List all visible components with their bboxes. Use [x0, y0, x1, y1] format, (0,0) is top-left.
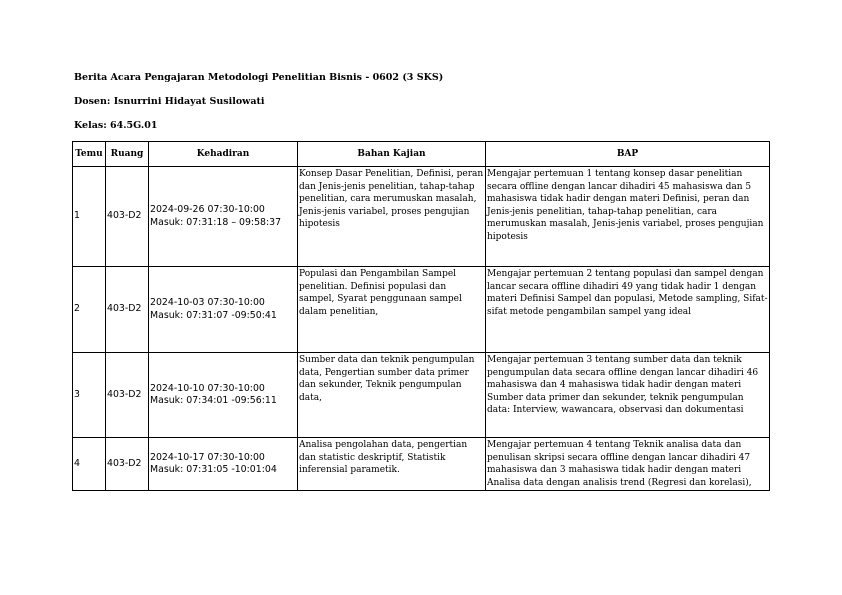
table-row: [73, 167, 770, 267]
cell-bahan-kajian: Analisa pengolahan data, pengertian dan statistic deskriptif, Statistik inferensial parametik.: [298, 438, 486, 491]
kehadiran-masuk: Masuk: 07:34:01 -09:56:11: [150, 395, 277, 406]
cell-kehadiran: [149, 438, 298, 491]
cell-temu: 4: [73, 438, 106, 491]
header-bahan-kajian: Bahan Kajian: [298, 142, 486, 167]
cell-temu: 1: [73, 167, 106, 267]
kehadiran-jadwal: 2024-10-03 07:30-10:00: [150, 297, 265, 308]
header-bap: BAP: [486, 142, 770, 167]
kehadiran-jadwal: 2024-10-10 07:30-10:00: [150, 382, 265, 394]
lecturer-name: Dosen: Isnurrini Hidayat Susilowati: [74, 96, 265, 107]
cell-bap: Mengajar pertemuan 4 tentang Teknik analisa data dan penulisan skripsi secara offline dengan lancar dihadiri 47 mahasiswa dan 3 mahasiswa tidak hadir dengan materi Analisa data dengan analisis trend (Regresi dan korelasi),: [486, 438, 770, 491]
table-row: [73, 353, 770, 438]
cell-kehadiran: [149, 353, 298, 438]
table-row: [73, 438, 770, 491]
cell-ruang: 403-D2: [106, 438, 149, 491]
document-title: Berita Acara Pengajaran Metodologi Penelitian Bisnis - 0602 (3 SKS): [74, 72, 444, 83]
kehadiran-masuk: Masuk: 07:31:07 -09:50:41: [150, 309, 277, 321]
cell-bahan-kajian: Konsep Dasar Penelitian, Definisi, peran dan Jenis-jenis penelitian, tahap-tahap penelitian, cara merumuskan masalah, Jenis-jenis variabel, proses pengujian hipotesis: [298, 167, 486, 267]
cell-ruang: 403-D2: [106, 267, 149, 353]
kehadiran-masuk: Masuk: 07:31:18 – 09:58:37: [150, 216, 282, 228]
class-code: Kelas: 64.5G.01: [74, 120, 158, 131]
table-row: [73, 267, 770, 353]
cell-bahan-kajian: Sumber data dan teknik pengumpulan data, Pengertian sumber data primer dan sekunder, Teknik pengumpulan data,: [298, 353, 486, 438]
attendance-table: [72, 141, 770, 491]
kehadiran-jadwal: 2024-10-17 07:30-10:00: [150, 451, 265, 463]
cell-temu: 2: [73, 267, 106, 353]
kehadiran-masuk: Masuk: 07:31:05 -10:01:04: [150, 464, 277, 475]
cell-kehadiran: [149, 167, 298, 267]
header-ruang: Ruang: [106, 142, 149, 167]
cell-temu: 3: [73, 353, 106, 438]
cell-bap: Mengajar pertemuan 2 tentang populasi dan sampel dengan lancar secara offline dihadiri 49 yang tidak hadir 1 dengan materi Definisi Sampel dan populasi, Metode sampling, Sifat-sifat metode pengambilan sampel yang ideal: [486, 267, 770, 353]
table-header-row: [73, 142, 770, 167]
cell-bap: Mengajar pertemuan 3 tentang sumber data dan teknik pengumpulan data secara offline dengan lancar dihadiri 46 mahasiswa dan 4 mahasiswa tidak hadir dengan materi Sumber data primer dan sekunder, teknik pengumpulan data: Interview, wawancara, observasi dan dokumentasi: [486, 353, 770, 438]
header-kehadiran: Kehadiran: [149, 142, 298, 167]
header-temu: Temu: [73, 142, 106, 167]
cell-bap: Mengajar pertemuan 1 tentang konsep dasar penelitian secara offline dengan lancar dihadiri 45 mahasiswa dan 5 mahasiswa tidak hadir dengan materi Definisi, peran dan Jenis-jenis penelitian, tahap-tahap penelitian, cara merumuskan masalah, Jenis-jenis variabel, proses pengujian hipotesis: [486, 167, 770, 267]
cell-bahan-kajian: Populasi dan Pengambilan Sampel penelitian. Definisi populasi dan sampel, Syarat penggunaan sampel dalam penelitian,: [298, 267, 486, 353]
cell-ruang: 403-D2: [106, 353, 149, 438]
kehadiran-jadwal: 2024-09-26 07:30-10:00: [150, 204, 265, 215]
cell-kehadiran: [149, 267, 298, 353]
cell-ruang: 403-D2: [106, 167, 149, 267]
